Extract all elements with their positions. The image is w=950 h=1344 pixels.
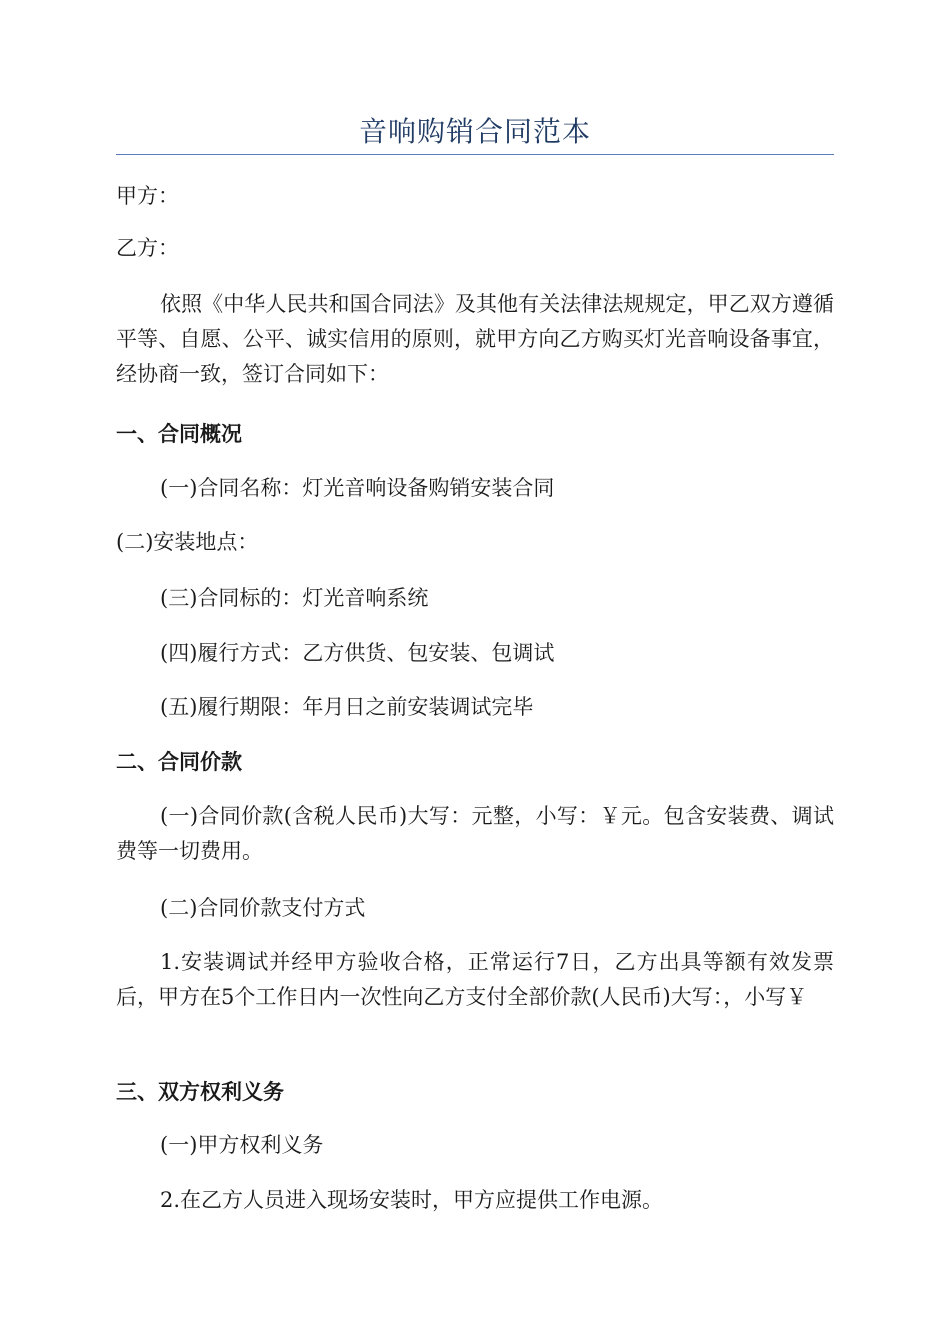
section-3-heading: 三、双方权利义务	[116, 1079, 284, 1104]
section-2-heading: 二、合同价款	[116, 749, 242, 774]
party-b-label: 乙方：	[116, 236, 179, 260]
section-2-item-1: (一)合同价款(含税人民币)大写：元整，小写：￥元。包含安装费、调试费等一切费用。	[116, 804, 834, 863]
section-1-item-1: (一)合同名称：灯光音响设备购销安装合同	[160, 476, 555, 500]
section-3-item-1: (一)甲方权利义务	[160, 1133, 324, 1157]
section-1-item-4: (四)履行方式：乙方供货、包安装、包调试	[160, 641, 555, 665]
section-3-item-2: 2.在乙方人员进入现场安装时，甲方应提供工作电源。	[160, 1188, 664, 1212]
section-2-item-3: 1.安装调试并经甲方验收合格，正常运行7日，乙方出具等额有效发票后，甲方在5个工作日内一次性向乙方支付全部价款(人民币)大写：，小写￥	[116, 950, 834, 1009]
section-1-heading: 一、合同概况	[116, 421, 242, 446]
intro-paragraph: 依照《中华人民共和国合同法》及其他有关法律法规规定，甲乙双方遵循平等、自愿、公平、诚实信用的原则，就甲方向乙方购买灯光音响设备事宜，经协商一致，签订合同如下：	[116, 292, 834, 386]
section-1-item-5: (五)履行期限：年月日之前安装调试完毕	[160, 695, 534, 719]
section-1-item-2: (二)安装地点：	[116, 530, 259, 554]
section-2-item-2: (二)合同价款支付方式	[160, 896, 366, 920]
section-1-item-3: (三)合同标的：灯光音响系统	[160, 586, 429, 610]
party-a-label: 甲方：	[116, 184, 179, 208]
title-underline	[116, 154, 834, 155]
document-page	[116, 0, 834, 1344]
page-title: 音响购销合同范本	[358, 115, 591, 148]
